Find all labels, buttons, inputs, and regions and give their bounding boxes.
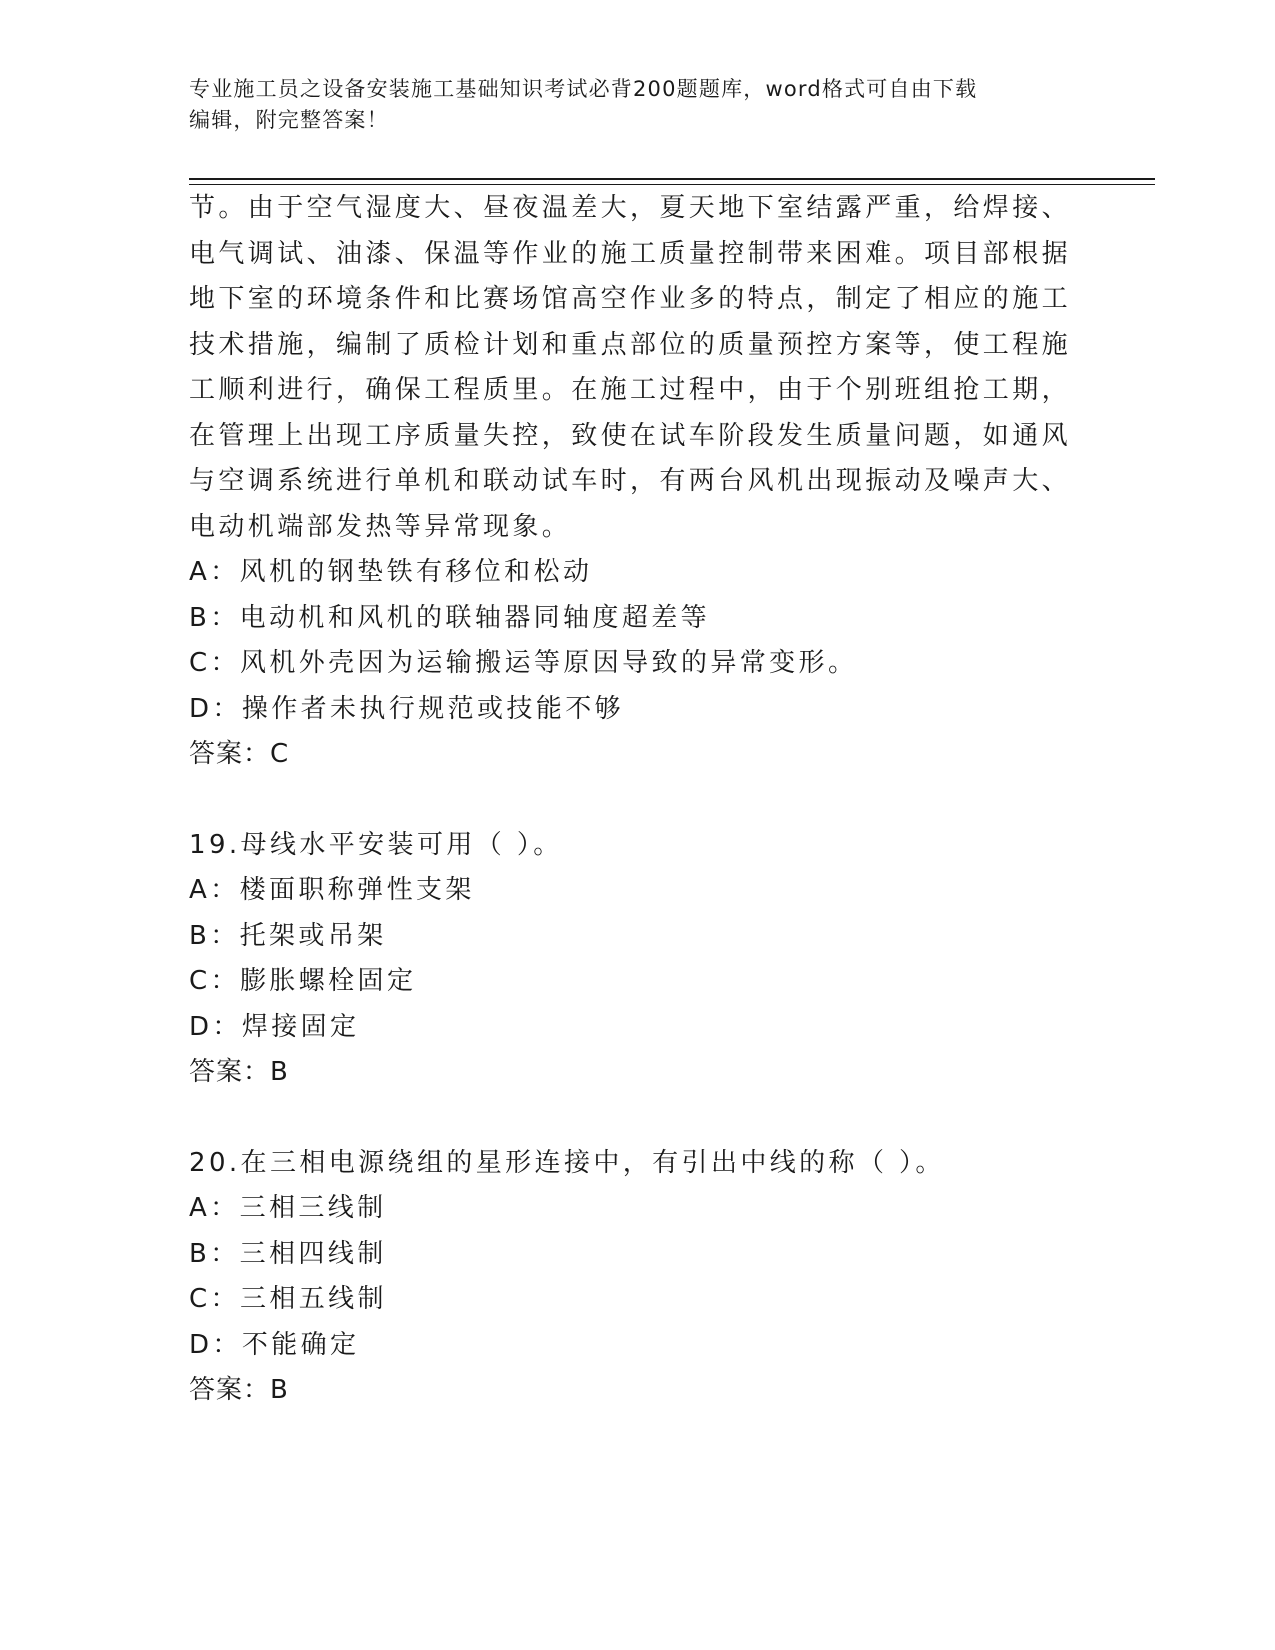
question-20 [189, 1141, 1089, 1414]
question-stem: 19.母线水平安装可用（ ）。 [189, 829, 563, 860]
option-b: B：电动机和风机的联轴器同轴度超差等 [189, 602, 711, 633]
option-a: A：三相三线制 [189, 1193, 387, 1223]
spacer [189, 1096, 1089, 1141]
question-stem: 20.在三相电源绕组的星形连接中，有引出中线的称（ ）。 [189, 1147, 945, 1178]
header-line-2: 编辑，附完整答案！ [189, 108, 389, 132]
question-18-continuation [189, 186, 1089, 778]
document-body [189, 186, 1089, 1414]
stem-line: 电气调试、油漆、保温等作业的施工质量控制带来困难。项目部根据 [189, 238, 1072, 269]
stem-line: 工顺利进行，确保工程质里。在施工过程中，由于个别班组抢工期， [189, 375, 1072, 405]
option-d: D：不能确定 [189, 1329, 360, 1360]
option-b: B：托架或吊架 [189, 920, 387, 951]
stem-line: 地下室的环境条件和比赛场馆高空作业多的特点，制定了相应的施工 [189, 284, 1072, 314]
option-a: A：风机的钢垫铁有移位和松动 [189, 557, 593, 587]
document-header [189, 74, 1069, 136]
header-rule-thin [189, 184, 1155, 185]
header-line-1: 专业施工员之设备安装施工基础知识考试必背200题题库，word格式可自由下载 [189, 77, 978, 101]
answer-line: 答案：B [189, 1375, 289, 1405]
option-d: D：操作者未执行规范或技能不够 [189, 693, 625, 724]
stem-line: 节。由于空气湿度大、昼夜温差大，夏天地下室结露严重，给焊接、 [189, 193, 1072, 223]
option-c: C：三相五线制 [189, 1284, 387, 1314]
option-c: C：风机外壳因为运输搬运等原因导致的异常变形。 [189, 648, 858, 678]
option-b: B：三相四线制 [189, 1238, 387, 1269]
stem-line: 在管理上出现工序质量失控，致使在试车阶段发生质量问题，如通风 [189, 420, 1072, 451]
option-d: D：焊接固定 [189, 1011, 360, 1042]
stem-line: 电动机端部发热等异常现象。 [189, 511, 572, 542]
option-a: A：楼面职称弹性支架 [189, 875, 475, 905]
answer-line: 答案：B [189, 1057, 289, 1087]
header-rule-thick [189, 178, 1155, 180]
question-19 [189, 823, 1089, 1096]
option-c: C：膨胀螺栓固定 [189, 966, 417, 996]
stem-line: 与空调系统进行单机和联动试车时，有两台风机出现振动及噪声大、 [189, 466, 1072, 496]
stem-line: 技术措施，编制了质检计划和重点部位的质量预控方案等，使工程施 [189, 329, 1072, 360]
answer-line: 答案：C [189, 739, 290, 769]
spacer [189, 778, 1089, 823]
